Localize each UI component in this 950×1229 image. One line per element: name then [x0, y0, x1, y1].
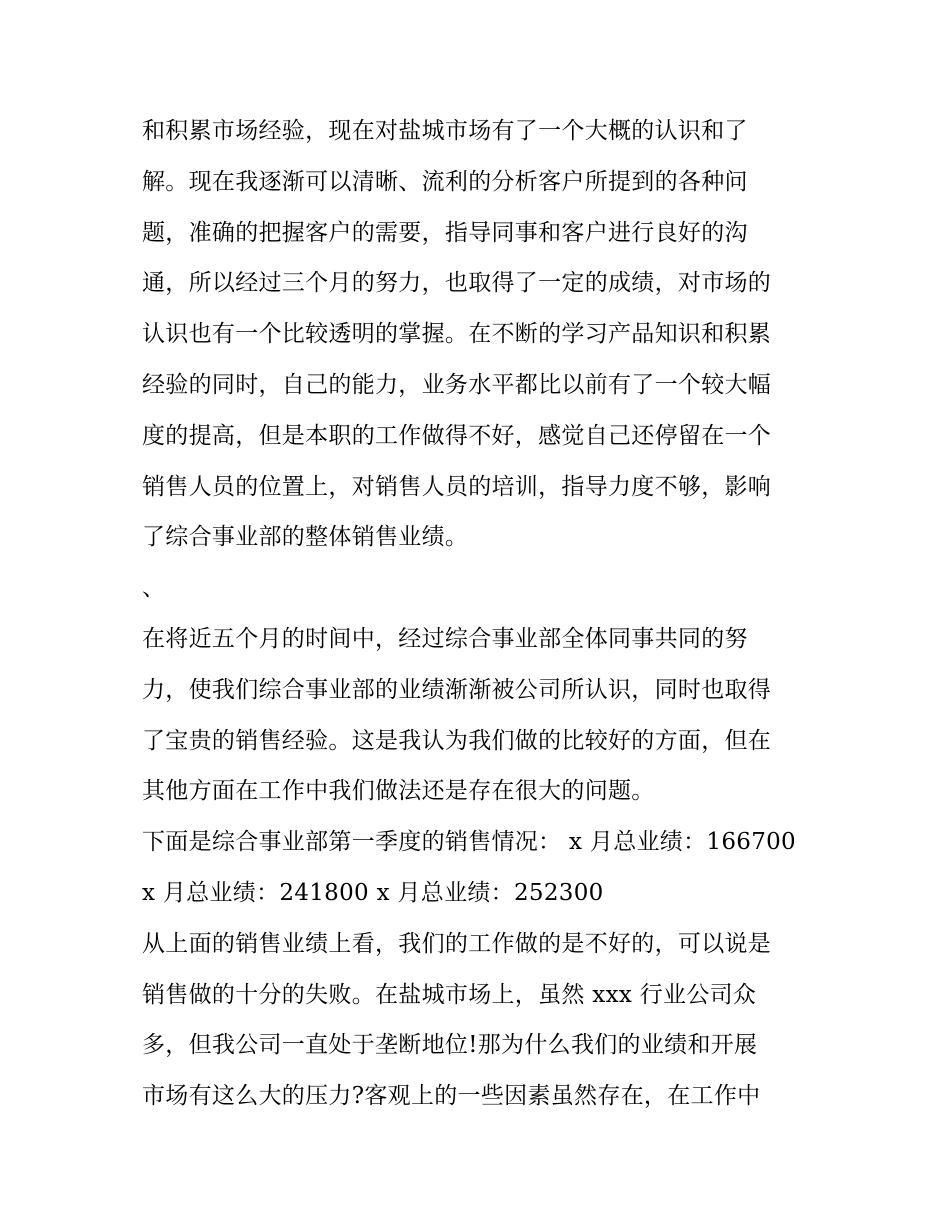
text-line: 解。现在我逐渐可以清晰、流利的分析客户所提到的各种问: [142, 168, 748, 195]
text-line: 题，准确的把握客户的需要，指导同事和客户进行良好的沟: [142, 219, 748, 246]
text-line: 了综合事业部的整体销售业绩。: [142, 524, 469, 551]
text-line: 销售做的十分的失败。在盐城市场上，虽然 xxx 行业公司众: [142, 981, 757, 1008]
text-line: x 月总业绩：241800 x 月总业绩：252300: [142, 879, 604, 906]
text-line: 销售人员的位置上，对销售人员的培训，指导力度不够，影响: [142, 473, 772, 500]
text-line: 其他方面在工作中我们做法还是存在很大的问题。: [142, 778, 655, 805]
text-line: 度的提高，但是本职的工作做得不好，感觉自己还停留在一个: [142, 422, 772, 449]
text-line: 多，但我公司一直处于垄断地位!那为什么我们的业绩和开展: [142, 1032, 758, 1059]
text-line: 市场有这么大的压力?客观上的一些因素虽然存在，在工作中: [142, 1083, 761, 1110]
text-line: 在将近五个月的时间中，经过综合事业部全体同事共同的努: [142, 625, 748, 652]
text-line: 通，所以经过三个月的努力，也取得了一定的成绩，对市场的: [142, 270, 772, 297]
text-line: 从上面的销售业绩上看，我们的工作做的是不好的，可以说是: [142, 930, 772, 957]
text-line: 了宝贵的销售经验。这是我认为我们做的比较好的方面，但在: [142, 727, 772, 754]
text-line: 经验的同时，自己的能力，业务水平都比以前有了一个较大幅: [142, 371, 772, 398]
text-line: 、: [142, 575, 166, 602]
document-body: [142, 106, 822, 1122]
text-line: 力，使我们综合事业部的业绩渐渐被公司所认识，同时也取得: [142, 676, 772, 703]
text-line: 和积累市场经验，现在对盐城市场有了一个大概的认识和了: [142, 118, 748, 144]
text-line: 下面是综合事业部第一季度的销售情况： x 月总业绩：166700: [142, 829, 796, 856]
text-line: 认识也有一个比较透明的掌握。在不断的学习产品知识和积累: [142, 321, 772, 348]
